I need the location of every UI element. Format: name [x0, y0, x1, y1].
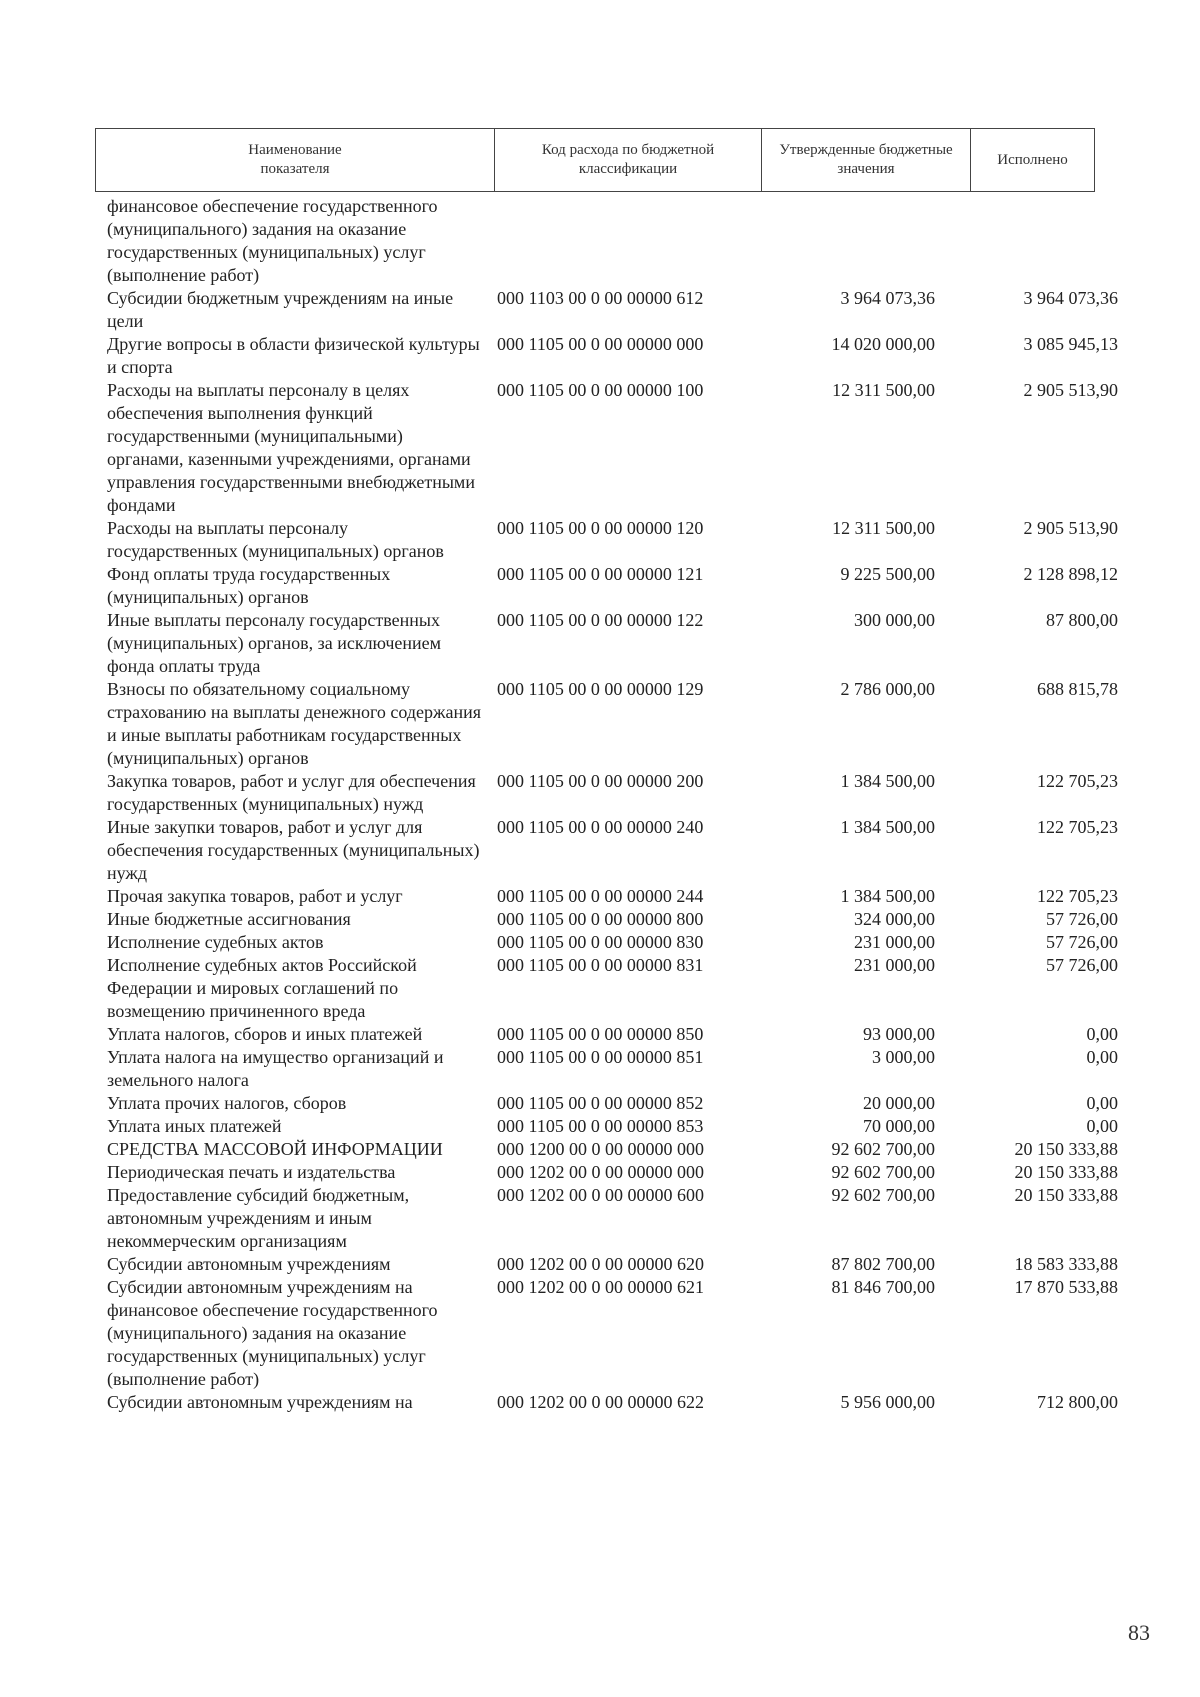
- row-approved: 9 225 500,00: [840, 564, 935, 584]
- row-executed: 17 870 533,88: [1014, 1277, 1118, 1297]
- row-name: Уплата иных платежей: [107, 1116, 282, 1136]
- table-row: [0, 931, 1200, 954]
- row-code: 000 1103 00 0 00 00000 612: [497, 288, 704, 308]
- table-row: [0, 1253, 1200, 1276]
- row-executed: 122 705,23: [1037, 817, 1118, 837]
- table-row: [0, 379, 1200, 517]
- row-code: 000 1105 00 0 00 00000 800: [497, 909, 704, 929]
- row-approved: 324 000,00: [854, 909, 935, 929]
- table-row: [0, 1046, 1200, 1092]
- row-approved: 1 384 500,00: [840, 817, 935, 837]
- table-body: [0, 195, 1200, 1414]
- row-name: Субсидии бюджетным учреждениям на иные цели: [107, 288, 454, 331]
- table-header: [95, 128, 1095, 192]
- table-row: [0, 816, 1200, 885]
- row-code: 000 1105 00 0 00 00000 100: [497, 380, 704, 400]
- table-row: [0, 1391, 1200, 1414]
- row-name: Взносы по обязательному социальному страхованию на выплаты денежного содержания и иные выплаты работникам государственных (муниципальных) органов: [107, 679, 482, 768]
- row-approved: 92 602 700,00: [831, 1162, 935, 1182]
- table-row: [0, 1276, 1200, 1391]
- table-row: [0, 1092, 1200, 1115]
- row-name: Исполнение судебных актов Российской Федерации и мировых соглашений по возмещению причиненного вреда: [107, 955, 417, 1021]
- row-executed: 2 128 898,12: [1023, 564, 1118, 584]
- row-code: 000 1105 00 0 00 00000 120: [497, 518, 704, 538]
- table-row: [0, 770, 1200, 816]
- row-name: Уплата налога на имущество организаций и земельного налога: [107, 1047, 444, 1090]
- row-approved: 3 000,00: [872, 1047, 935, 1067]
- table-row: [0, 563, 1200, 609]
- row-name: Расходы на выплаты персоналу в целях обеспечения выполнения функций государственными (муниципальными) органами, казенными учреждениями, органами управления государственными внебюджетными фондами: [107, 380, 475, 515]
- row-name: Прочая закупка товаров, работ и услуг: [107, 886, 403, 906]
- row-approved: 231 000,00: [854, 932, 935, 952]
- table-row: [0, 1115, 1200, 1138]
- row-name: Иные закупки товаров, работ и услуг для обеспечения государственных (муниципальных) нужд: [107, 817, 480, 883]
- table-row: [0, 517, 1200, 563]
- row-code: 000 1105 00 0 00 00000 831: [497, 955, 704, 975]
- header-code: Код расхода по бюджетной классификации: [495, 129, 762, 192]
- table-row: [0, 1161, 1200, 1184]
- row-name: Фонд оплаты труда государственных (муниципальных) органов: [107, 564, 391, 607]
- row-executed: 57 726,00: [1046, 932, 1118, 952]
- row-name: Периодическая печать и издательства: [107, 1162, 396, 1182]
- row-code: 000 1202 00 0 00 00000 620: [497, 1254, 704, 1274]
- row-name: Иные бюджетные ассигнования: [107, 909, 351, 929]
- table-row: [0, 287, 1200, 333]
- row-approved: 92 602 700,00: [831, 1185, 935, 1205]
- row-code: 000 1105 00 0 00 00000 851: [497, 1047, 704, 1067]
- row-code: 000 1105 00 0 00 00000 000: [497, 334, 704, 354]
- row-approved: 20 000,00: [863, 1093, 935, 1113]
- row-executed: 20 150 333,88: [1014, 1185, 1118, 1205]
- table-row: [0, 1138, 1200, 1161]
- page-number: 83: [1128, 1620, 1150, 1645]
- row-name: Другие вопросы в области физической культуры и спорта: [107, 334, 480, 377]
- row-name: Уплата прочих налогов, сборов: [107, 1093, 347, 1113]
- row-code: 000 1202 00 0 00 00000 622: [497, 1392, 704, 1412]
- row-code: 000 1202 00 0 00 00000 600: [497, 1185, 704, 1205]
- header-approved: Утвержденные бюджетные значения: [762, 129, 971, 192]
- row-name: Закупка товаров, работ и услуг для обеспечения государственных (муниципальных) нужд: [107, 771, 476, 814]
- row-code: 000 1105 00 0 00 00000 121: [497, 564, 704, 584]
- row-name: Расходы на выплаты персоналу государственных (муниципальных) органов: [107, 518, 444, 561]
- table-row: [0, 609, 1200, 678]
- row-code: 000 1105 00 0 00 00000 852: [497, 1093, 704, 1113]
- table-row: [0, 333, 1200, 379]
- row-code: 000 1105 00 0 00 00000 830: [497, 932, 704, 952]
- header-name: [96, 129, 495, 192]
- row-executed: 20 150 333,88: [1014, 1162, 1118, 1182]
- row-name: СРЕДСТВА МАССОВОЙ ИНФОРМАЦИИ: [107, 1139, 443, 1159]
- row-executed: 122 705,23: [1037, 886, 1118, 906]
- table-row: [0, 885, 1200, 908]
- row-code: 000 1105 00 0 00 00000 244: [497, 886, 704, 906]
- table-row: [0, 908, 1200, 931]
- row-name: Уплата налогов, сборов и иных платежей: [107, 1024, 423, 1044]
- row-code: 000 1202 00 0 00 00000 000: [497, 1162, 704, 1182]
- row-executed: 0,00: [1086, 1093, 1118, 1113]
- row-executed: 712 800,00: [1037, 1392, 1118, 1412]
- row-approved: 14 020 000,00: [831, 334, 935, 354]
- row-executed: 688 815,78: [1037, 679, 1118, 699]
- row-approved: 3 964 073,36: [840, 288, 935, 308]
- row-code: 000 1105 00 0 00 00000 200: [497, 771, 704, 791]
- row-approved: 93 000,00: [863, 1024, 935, 1044]
- table-row: [0, 1023, 1200, 1046]
- row-executed: 57 726,00: [1046, 909, 1118, 929]
- row-approved: 5 956 000,00: [840, 1392, 935, 1412]
- table-row: [0, 954, 1200, 1023]
- row-approved: 87 802 700,00: [831, 1254, 935, 1274]
- row-name: Субсидии автономным учреждениям на финансовое обеспечение государственного (муниципального) задания на оказание государственных (муниципальных) услуг (выполнение работ): [107, 1277, 438, 1389]
- row-executed: 3 085 945,13: [1023, 334, 1118, 354]
- header-executed: Исполнено: [971, 129, 1095, 192]
- row-executed: 2 905 513,90: [1023, 380, 1118, 400]
- row-code: 000 1105 00 0 00 00000 122: [497, 610, 704, 630]
- row-approved: 300 000,00: [854, 610, 935, 630]
- row-code: 000 1200 00 0 00 00000 000: [497, 1139, 704, 1159]
- row-name: финансовое обеспечение государственного (муниципального) задания на оказание государственных (муниципальных) услуг (выполнение работ): [107, 196, 438, 285]
- row-name: Исполнение судебных актов: [107, 932, 324, 952]
- row-executed: 18 583 333,88: [1014, 1254, 1118, 1274]
- row-code: 000 1202 00 0 00 00000 621: [497, 1277, 704, 1297]
- row-name: Иные выплаты персоналу государственных (муниципальных) органов, за исключением фонда оплаты труда: [107, 610, 442, 676]
- row-name: Субсидии автономным учреждениям: [107, 1254, 391, 1274]
- table-row: [0, 195, 1200, 287]
- row-code: 000 1105 00 0 00 00000 853: [497, 1116, 704, 1136]
- table-row: [0, 1184, 1200, 1253]
- row-name: Субсидии автономным учреждениям на: [107, 1392, 413, 1412]
- header-name-text: Наименование показателя: [248, 142, 342, 177]
- row-executed: 0,00: [1086, 1024, 1118, 1044]
- row-code: 000 1105 00 0 00 00000 850: [497, 1024, 704, 1044]
- row-approved: 231 000,00: [854, 955, 935, 975]
- row-approved: 2 786 000,00: [840, 679, 935, 699]
- row-executed: 0,00: [1086, 1116, 1118, 1136]
- row-executed: 2 905 513,90: [1023, 518, 1118, 538]
- row-code: 000 1105 00 0 00 00000 240: [497, 817, 704, 837]
- row-executed: 57 726,00: [1046, 955, 1118, 975]
- row-approved: 1 384 500,00: [840, 771, 935, 791]
- row-approved: 1 384 500,00: [840, 886, 935, 906]
- row-executed: 122 705,23: [1037, 771, 1118, 791]
- row-approved: 92 602 700,00: [831, 1139, 935, 1159]
- row-approved: 70 000,00: [863, 1116, 935, 1136]
- row-executed: 87 800,00: [1046, 610, 1118, 630]
- row-executed: 20 150 333,88: [1014, 1139, 1118, 1159]
- row-approved: 81 846 700,00: [831, 1277, 935, 1297]
- table-row: [0, 678, 1200, 770]
- row-approved: 12 311 500,00: [832, 518, 935, 538]
- row-approved: 12 311 500,00: [832, 380, 935, 400]
- row-code: 000 1105 00 0 00 00000 129: [497, 679, 704, 699]
- row-executed: 3 964 073,36: [1023, 288, 1118, 308]
- row-executed: 0,00: [1086, 1047, 1118, 1067]
- row-name: Предоставление субсидий бюджетным, автономным учреждениям и иным некоммерческим организациям: [107, 1185, 410, 1251]
